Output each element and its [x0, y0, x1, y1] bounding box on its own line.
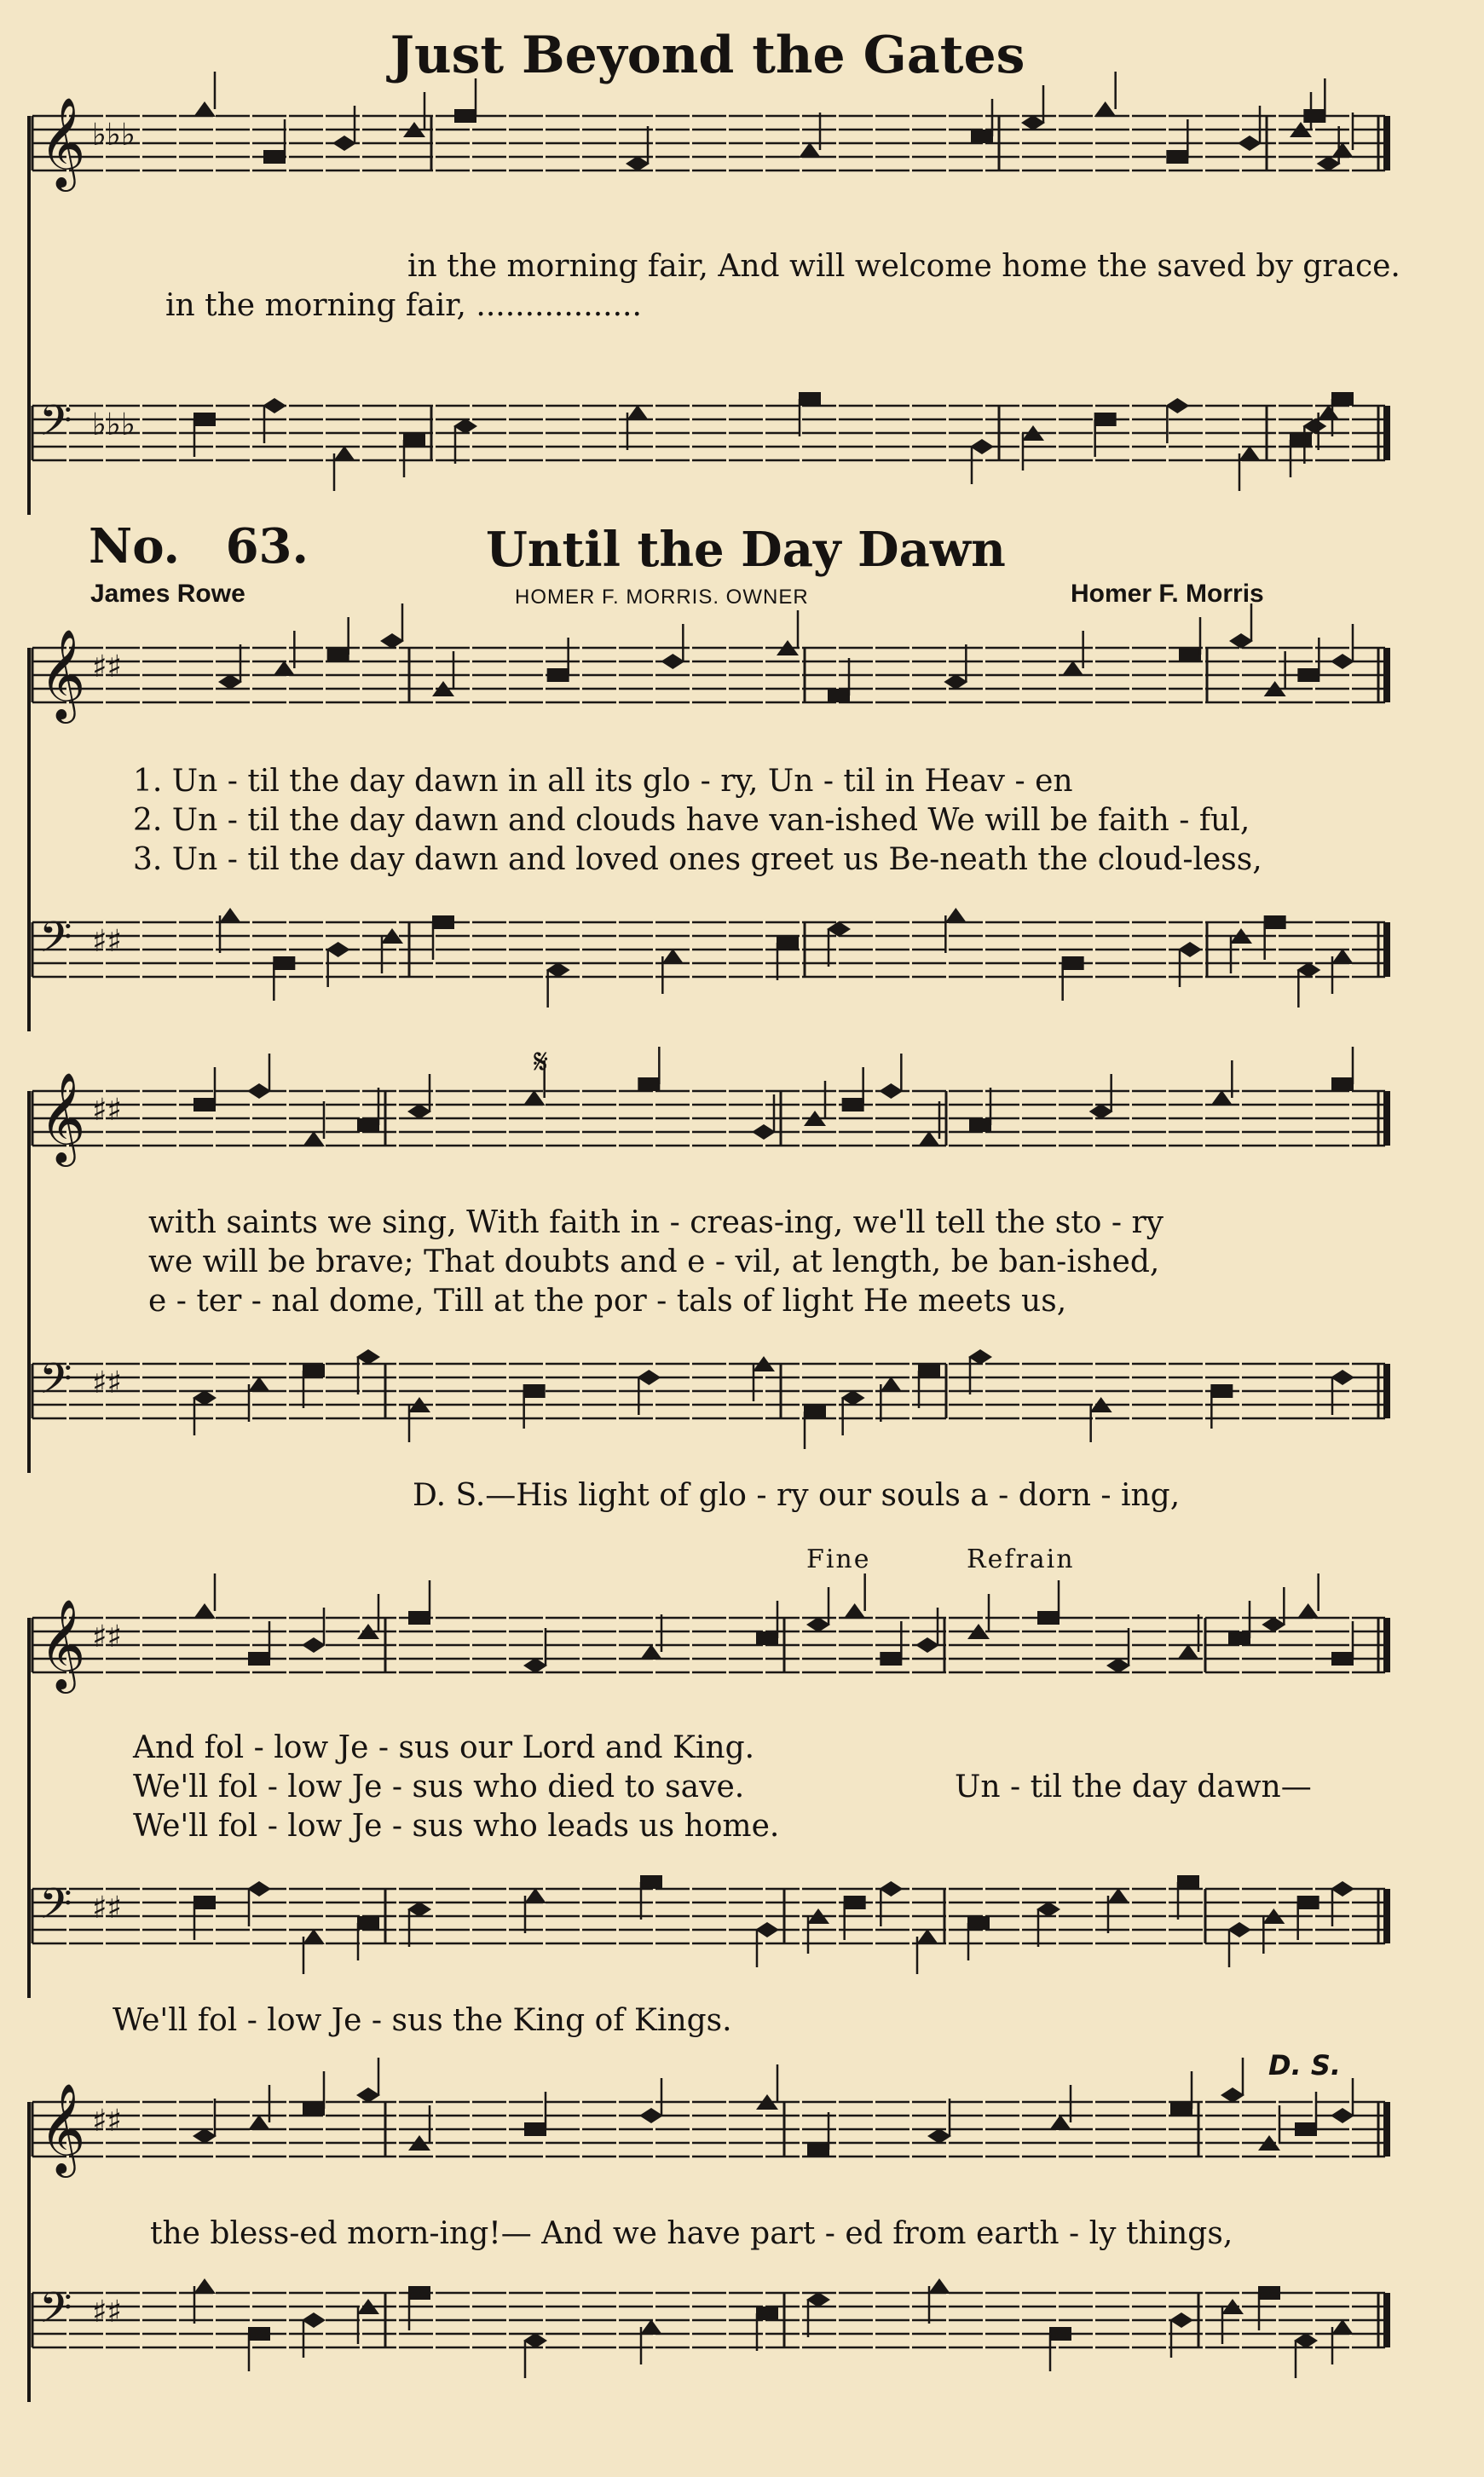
hymn-title: Until the Day Dawn: [486, 522, 1006, 578]
shape-note-diamond: [1331, 2108, 1354, 2123]
shape-note-diamond: [218, 674, 242, 690]
shape-note-square: [248, 1652, 270, 1666]
shape-note-diamond: [1331, 654, 1354, 669]
shape-note-diamond: [827, 921, 851, 937]
final-bar-thick: [1383, 2102, 1390, 2157]
shape-note-square: [1295, 2122, 1317, 2136]
shape-note-square: [1210, 1384, 1233, 1398]
shape-note-square: [1170, 2102, 1192, 2116]
shape-note-square: [1177, 1875, 1199, 1889]
segno-sign: 𝄋: [534, 1042, 549, 1081]
shape-note-triangle: [916, 1929, 938, 1944]
shape-note-triangle: [1049, 2115, 1071, 2130]
shape-note-diamond: [356, 1349, 380, 1365]
shape-note-diamond: [380, 633, 404, 649]
final-bar-thick: [1383, 2293, 1390, 2347]
shape-note-triangle: [1062, 661, 1084, 676]
shape-note-square: [1258, 2286, 1280, 2300]
shape-note-triangle: [799, 142, 821, 158]
bass-clef-icon: 𝄢: [39, 2284, 72, 2343]
shape-note-square: [1303, 109, 1325, 123]
shape-note-triangle: [1331, 142, 1354, 158]
shape-note-square: [1264, 915, 1286, 929]
shape-note-diamond: [1106, 1658, 1130, 1673]
shape-note-square: [1094, 413, 1117, 426]
shape-note-triangle: [1297, 1603, 1319, 1619]
shape-note-triangle: [524, 1888, 546, 1903]
shape-note-diamond: [752, 1124, 776, 1140]
system3-verse2: We'll fol - low Je - sus who died to save.: [133, 1770, 745, 1804]
final-bar-thick: [1383, 406, 1390, 460]
shape-note-diamond: [1221, 2087, 1244, 2103]
shape-note-diamond: [1331, 1881, 1354, 1897]
bass-clef-icon: 𝄢: [39, 1354, 72, 1414]
shape-note-square: [1297, 668, 1319, 682]
treble-clef-icon: 𝄞: [39, 96, 86, 188]
system2-ds-line: D. S.—His light of glo - ry our souls a - dorn - ing,: [413, 1478, 1181, 1513]
shape-note-triangle: [1239, 446, 1261, 461]
final-bar-thick: [1383, 1091, 1390, 1146]
key-signature-sharps: ♯♯: [92, 1093, 122, 1128]
shape-note-triangle: [248, 1377, 270, 1392]
shape-note-diamond: [1296, 962, 1320, 978]
shape-note-square: [524, 2122, 546, 2136]
shape-note-square: [969, 1118, 991, 1132]
shape-note-triangle: [640, 1644, 662, 1660]
shape-note-diamond: [546, 962, 570, 978]
shape-note-diamond: [356, 2087, 380, 2103]
hymn-number: [89, 518, 309, 575]
shape-note-square: [967, 1916, 990, 1930]
shape-note-triangle: [1331, 949, 1354, 964]
shape-note-triangle: [219, 908, 241, 923]
shape-note-triangle: [1177, 1644, 1199, 1660]
shape-note-diamond: [193, 1390, 217, 1406]
shape-note-diamond: [1178, 942, 1202, 957]
shape-note-square: [403, 433, 425, 447]
system2-verse3: e - ter - nal dome, Till at the por - tals of light He meets us,: [148, 1284, 1067, 1319]
shape-note-diamond: [841, 1390, 865, 1406]
shape-note-square: [640, 1875, 662, 1889]
shape-note-diamond: [1021, 115, 1045, 130]
shape-note-diamond: [523, 2333, 547, 2348]
shape-note-diamond: [944, 674, 967, 690]
previous-hymn-lyric-2: in the morning fair, .................: [165, 288, 642, 323]
shape-note-square: [844, 1896, 866, 1909]
shape-note-square: [918, 1364, 940, 1377]
shape-note-triangle: [844, 1603, 866, 1619]
hymn-number-label: No.: [89, 518, 181, 575]
shape-note-triangle: [661, 949, 684, 964]
shape-note-diamond: [1227, 1922, 1251, 1937]
shape-note-diamond: [263, 398, 286, 413]
shape-note-triangle: [248, 2115, 270, 2130]
system4-lyric: the bless-ed morn-ing!— And we have part - ed from earth - ly things,: [150, 2216, 1233, 2251]
shape-note-square: [1049, 2327, 1071, 2341]
system2-verse2: we will be brave; That doubts and e - vil, at length, be ban-ished,: [148, 1244, 1160, 1279]
shape-note-diamond: [407, 1902, 431, 1917]
system3-verse1: And fol - low Je - sus our Lord and King.: [133, 1730, 755, 1765]
shape-note-diamond: [1169, 2312, 1193, 2328]
key-signature-flats: ♭♭♭: [92, 407, 136, 442]
bass-clef-icon: 𝄢: [39, 396, 72, 456]
key-signature-sharps: ♯♯: [92, 2104, 122, 2139]
shape-note-square: [273, 956, 295, 970]
shape-note-triangle: [928, 2278, 950, 2294]
shape-note-square: [303, 1364, 325, 1377]
shape-note-diamond: [1165, 398, 1189, 413]
shape-note-diamond: [407, 1104, 431, 1119]
shape-note-triangle: [193, 101, 216, 117]
shape-note-triangle: [640, 2319, 662, 2335]
shape-note-diamond: [915, 1637, 939, 1653]
shape-note-triangle: [193, 1603, 216, 1619]
shape-note-diamond: [1302, 419, 1326, 434]
shape-note-square: [454, 109, 476, 123]
shape-note-diamond: [523, 1658, 547, 1673]
shape-note-diamond: [879, 1881, 903, 1897]
key-signature-sharps: ♯♯: [92, 2295, 122, 2330]
shape-note-triangle: [193, 2278, 216, 2294]
treble-clef-icon: 𝄞: [39, 628, 86, 719]
shape-note-square: [1331, 1652, 1354, 1666]
shape-note-square: [357, 1118, 379, 1132]
system1-verse1: 1. Un - til the day dawn in all its glo - ry, Un - til in Heav - en: [133, 764, 1073, 799]
shape-note-diamond: [247, 1881, 271, 1897]
shape-note-diamond: [1089, 1104, 1113, 1119]
shape-note-square: [432, 915, 454, 929]
shape-note-square: [1290, 433, 1312, 447]
shape-note-square: [327, 648, 349, 661]
music-credit: Homer F. Morris: [1071, 580, 1264, 608]
previous-hymn-title: Just Beyond the Gates: [390, 26, 1025, 85]
hymn-number-value: 63.: [225, 518, 309, 575]
shape-note-triangle: [1094, 101, 1117, 117]
shape-note-diamond: [1036, 1902, 1060, 1917]
shape-note-diamond: [453, 419, 477, 434]
shape-note-triangle: [1318, 405, 1340, 420]
treble-clef-icon: 𝄞: [39, 1598, 86, 1689]
shape-note-diamond: [755, 1922, 779, 1937]
owner-credit: HOMER F. MORRIS. OWNER: [515, 586, 809, 609]
shape-note-square: [777, 936, 799, 950]
shape-note-triangle: [1331, 2319, 1354, 2335]
shape-note-square: [880, 1652, 902, 1666]
shape-note-triangle: [944, 908, 967, 923]
system3-verse3: We'll fol - low Je - sus who leads us home.: [133, 1809, 780, 1844]
shape-note-triangle: [303, 1929, 325, 1944]
fine-marking: Fine: [806, 1545, 871, 1574]
shape-note-square: [303, 2102, 325, 2116]
shape-note-triangle: [1107, 1888, 1129, 1903]
shape-note-diamond: [302, 2312, 326, 2328]
shape-note-square: [193, 413, 216, 426]
key-signature-sharps: ♯♯: [92, 924, 122, 959]
shape-note-diamond: [639, 2108, 663, 2123]
final-bar-thick: [1383, 116, 1390, 170]
key-signature-sharps: ♯♯: [92, 1366, 122, 1400]
shape-note-diamond: [247, 1083, 271, 1099]
shape-note-square: [1179, 648, 1201, 661]
shape-note-diamond: [927, 2128, 951, 2144]
shape-note-square: [807, 2143, 829, 2157]
shape-note-diamond: [879, 1083, 903, 1099]
shape-note-diamond: [1238, 136, 1262, 151]
shape-note-triangle: [333, 446, 355, 461]
shape-note-triangle: [273, 661, 295, 676]
ds-marking: D. S.: [1268, 2049, 1342, 2081]
shape-note-diamond: [193, 2128, 217, 2144]
shape-note-square: [357, 1916, 379, 1930]
final-bar-thick: [1383, 922, 1390, 977]
bass-clef-icon: 𝄢: [39, 913, 72, 973]
shape-note-triangle: [880, 1377, 902, 1392]
shape-note-diamond: [968, 1349, 992, 1365]
final-bar-thick: [1383, 648, 1390, 702]
shape-note-diamond: [806, 1617, 830, 1632]
treble-clef-icon: 𝄞: [39, 2082, 86, 2174]
key-signature-sharps: ♯♯: [92, 1620, 122, 1654]
shape-note-diamond: [332, 136, 356, 151]
shape-note-square: [193, 1098, 216, 1111]
bass-clef-icon: 𝄢: [39, 1879, 72, 1939]
shape-note-triangle: [918, 1131, 940, 1146]
shape-note-diamond: [637, 1370, 661, 1385]
shape-note-square: [408, 2286, 430, 2300]
shape-note-square: [638, 1077, 660, 1091]
shape-note-diamond: [626, 156, 650, 171]
shape-note-triangle: [303, 1131, 325, 1146]
shape-note-diamond: [326, 942, 350, 957]
system3-ds-line: We'll fol - low Je - sus the King of Kings.: [113, 2003, 732, 2038]
shape-note-triangle: [627, 405, 649, 420]
shape-note-square: [1166, 150, 1188, 164]
shape-note-diamond: [661, 654, 684, 669]
shape-note-square: [799, 392, 821, 406]
shape-note-diamond: [1229, 633, 1253, 649]
system2-verse1: with saints we sing, With faith in - creas-ing, we'll tell the sto - ry: [148, 1205, 1164, 1240]
shape-note-square: [804, 1405, 826, 1418]
shape-note-square: [1331, 1077, 1354, 1091]
shape-note-triangle: [523, 1090, 546, 1106]
shape-note-square: [756, 2307, 778, 2320]
final-bar-thick: [1383, 1889, 1390, 1943]
shape-note-square: [842, 1098, 864, 1111]
treble-clef-icon: 𝄞: [39, 1071, 86, 1163]
refrain-marking: Refrain: [967, 1545, 1075, 1574]
key-signature-sharps: ♯♯: [92, 1891, 122, 1926]
shape-note-square: [1331, 392, 1354, 406]
shape-note-square: [523, 1384, 546, 1398]
shape-note-square: [408, 1611, 430, 1625]
shape-note-diamond: [970, 439, 994, 454]
shape-note-square: [547, 668, 569, 682]
system1-verse3: 3. Un - til the day dawn and loved ones greet us Be-neath the cloud-less,: [133, 842, 1262, 877]
refrain-lyric: Un - til the day dawn—: [955, 1770, 1312, 1804]
shape-note-diamond: [302, 1637, 326, 1653]
shape-note-diamond: [1262, 1617, 1285, 1632]
shape-note-square: [756, 1631, 778, 1645]
shape-note-square: [1037, 1611, 1060, 1625]
key-signature-flats: ♭♭♭: [92, 118, 136, 153]
final-bar-thick: [1383, 1618, 1390, 1672]
shape-note-triangle: [1210, 1090, 1233, 1106]
words-credit: James Rowe: [90, 580, 245, 608]
shape-note-square: [263, 150, 286, 164]
shape-note-diamond: [1317, 156, 1341, 171]
shape-note-square: [193, 1896, 216, 1909]
shape-note-diamond: [1331, 1370, 1354, 1385]
key-signature-sharps: ♯♯: [92, 650, 122, 684]
shape-note-diamond: [806, 2292, 830, 2307]
final-bar-thick: [1383, 1364, 1390, 1418]
shape-note-square: [828, 689, 850, 702]
shape-note-square: [1228, 1631, 1250, 1645]
system1-verse2: 2. Un - til the day dawn and clouds have van-ished We will be faith - ful,: [133, 803, 1250, 838]
shape-note-square: [248, 2327, 270, 2341]
previous-hymn-lyric-1: in the morning fair, And will welcome home the saved by grace.: [407, 249, 1400, 284]
shape-note-square: [1297, 1896, 1319, 1909]
shape-note-square: [971, 130, 993, 143]
shape-note-square: [1062, 956, 1084, 970]
shape-note-diamond: [1294, 2333, 1318, 2348]
